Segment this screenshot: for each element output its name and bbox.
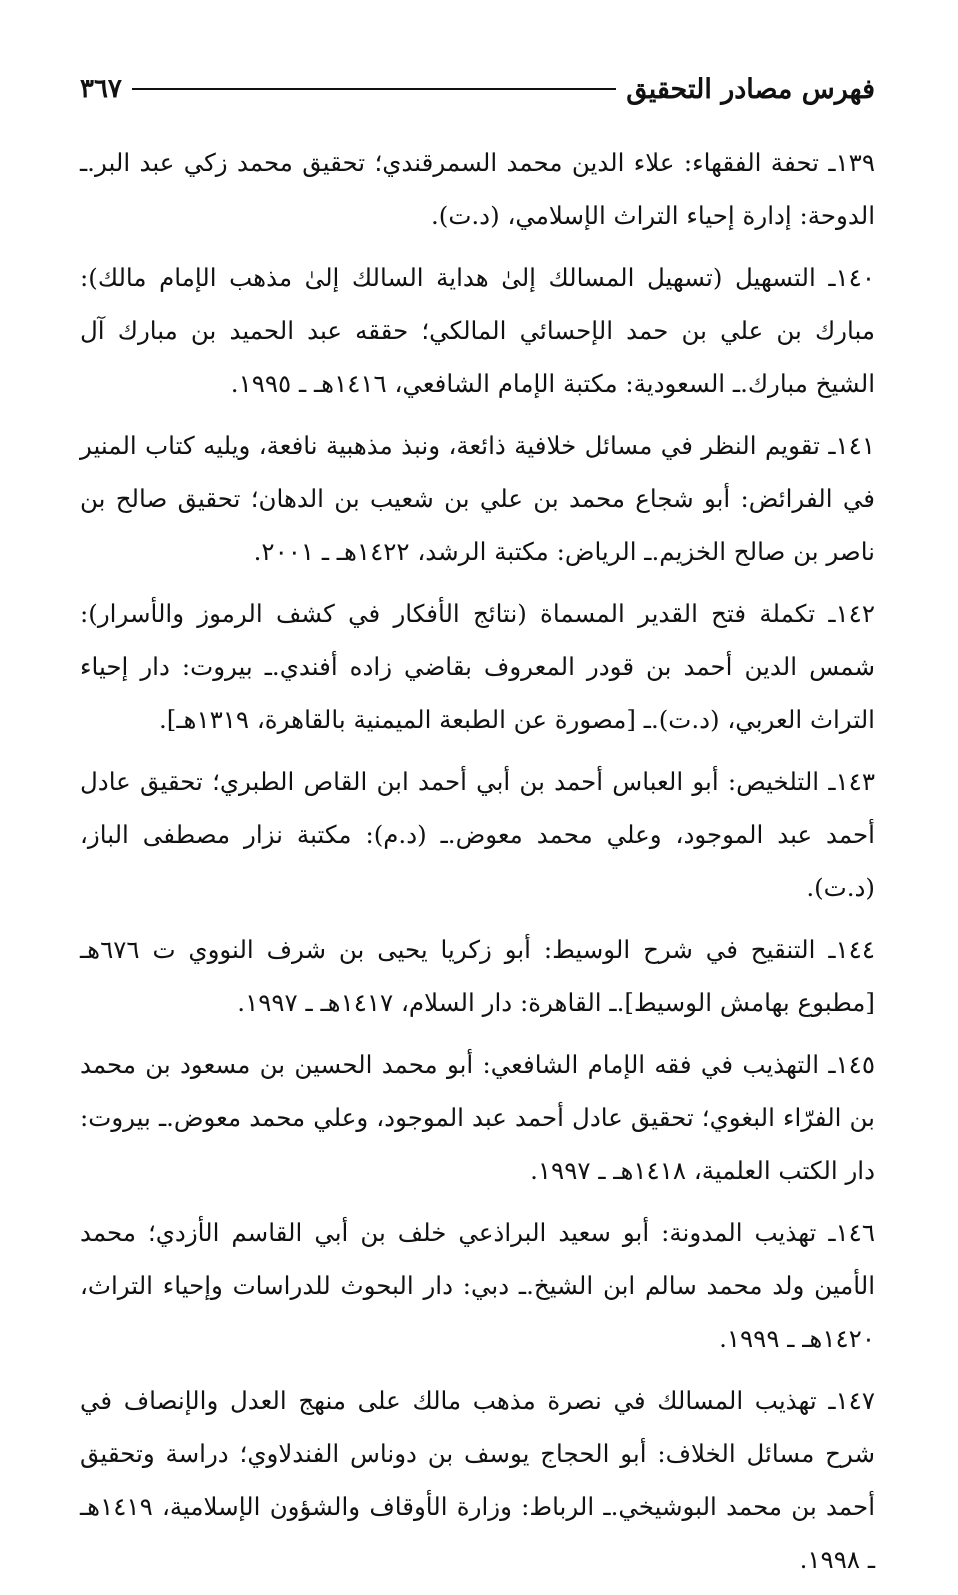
entry-text: تهذيب المسالك في نصرة مذهب مالك على منهج العدل والإنصاف في شرح مسائل الخلاف: أبو الحجاج يوسف بن دوناس الفندلاوي؛ دراسة وتحقيق أحمد بن محمد البوشيخي.ـ الرباط: وزارة الأوقاف والشؤون الإسلامية، ١٤١٩هـ ـ ١٩٩٨.: [80, 1386, 875, 1574]
bibliography-entry: [80, 755, 875, 914]
entry-number: ١٤٥ـ: [828, 1050, 875, 1079]
entry-number: ١٣٩ـ: [828, 148, 875, 177]
bibliography-entry: [80, 136, 875, 242]
entry-text: تحفة الفقهاء: علاء الدين محمد السمرقندي؛ تحقيق محمد زكي عبد البر.ـ الدوحة: إدارة إحياء التراث الإسلامي، (د.ت).: [80, 148, 875, 230]
book-page: [80, 62, 875, 1595]
entry-text: التلخيص: أبو العباس أحمد بن أبي أحمد ابن القاص الطبري؛ تحقيق عادل أحمد عبد الموجود، وعلي محمد معوض.ـ (د.م): مكتبة نزار مصطفى الباز، (د.ت).: [80, 767, 875, 902]
entry-text: التنقيح في شرح الوسيط: أبو زكريا يحيى بن شرف النووي ت ٦٧٦هـ [مطبوع بهامش الوسيط].ـ القاهرة: دار السلام، ١٤١٧هـ ـ ١٩٩٧.: [80, 935, 875, 1017]
entry-text: التهذيب في فقه الإمام الشافعي: أبو محمد الحسين بن مسعود بن محمد بن الفرّاء البغوي؛ تحقيق عادل أحمد عبد الموجود، وعلي محمد معوض.ـ بيروت: دار الكتب العلمية، ١٤١٨هـ ـ ١٩٩٧.: [80, 1050, 875, 1185]
entry-text: تهذيب المدونة: أبو سعيد البراذعي خلف بن أبي القاسم الأزدي؛ محمد الأمين ولد محمد سالم ابن الشيخ.ـ دبي: دار البحوث للدراسات وإحياء التراث، ١٤٢٠هـ ـ ١٩٩٩.: [80, 1218, 875, 1353]
entry-number: ١٤٣ـ: [828, 767, 875, 796]
entry-number: ١٤٤ـ: [828, 935, 875, 964]
bibliography-entry: [80, 251, 875, 410]
entry-text: تقويم النظر في مسائل خلافية ذائعة، ونبذ مذهبية نافعة، ويليه كتاب المنير في الفرائض: أبو شجاع محمد بن علي بن شعيب بن الدهان؛ تحقيق صالح بن ناصر بن صالح الخزيم.ـ الرياض: مكتبة الرشد، ١٤٢٢هـ ـ ٢٠٠١.: [80, 431, 875, 566]
header-rule: [132, 88, 616, 90]
page-number: ٣٦٧: [80, 74, 122, 104]
entry-text: التسهيل (تسهيل المسالك إلىٰ هداية السالك إلىٰ مذهب الإمام مالك): مبارك بن علي بن حمد الإحسائي المالكي؛ حققه عبد الحميد بن مبارك آل الشيخ مبارك.ـ السعودية: مكتبة الإمام الشافعي، ١٤١٦هـ ـ ١٩٩٥.: [80, 263, 875, 398]
running-title: فهرس مصادر التحقيق: [626, 73, 875, 105]
bibliography-entry: [80, 1206, 875, 1365]
entry-number: ١٤٧ـ: [828, 1386, 875, 1415]
entry-number: ١٤١ـ: [828, 431, 875, 460]
bibliography-entry: [80, 419, 875, 578]
bibliography-list: [80, 136, 875, 1586]
bibliography-entry: [80, 1038, 875, 1197]
entry-number: ١٤٢ـ: [828, 599, 875, 628]
bibliography-entry: [80, 1374, 875, 1586]
entry-number: ١٤٦ـ: [828, 1218, 875, 1247]
bibliography-entry: [80, 587, 875, 746]
running-header: [80, 62, 875, 116]
entry-text: تكملة فتح القدير المسماة (نتائج الأفكار في كشف الرموز والأسرار): شمس الدين أحمد بن قودر المعروف بقاضي زاده أفندي.ـ بيروت: دار إحياء التراث العربي، (د.ت).ـ [مصورة عن الطبعة الميمنية بالقاهرة، ١٣١٩هـ].: [80, 599, 875, 734]
entry-number: ١٤٠ـ: [828, 263, 875, 292]
bibliography-entry: [80, 923, 875, 1029]
